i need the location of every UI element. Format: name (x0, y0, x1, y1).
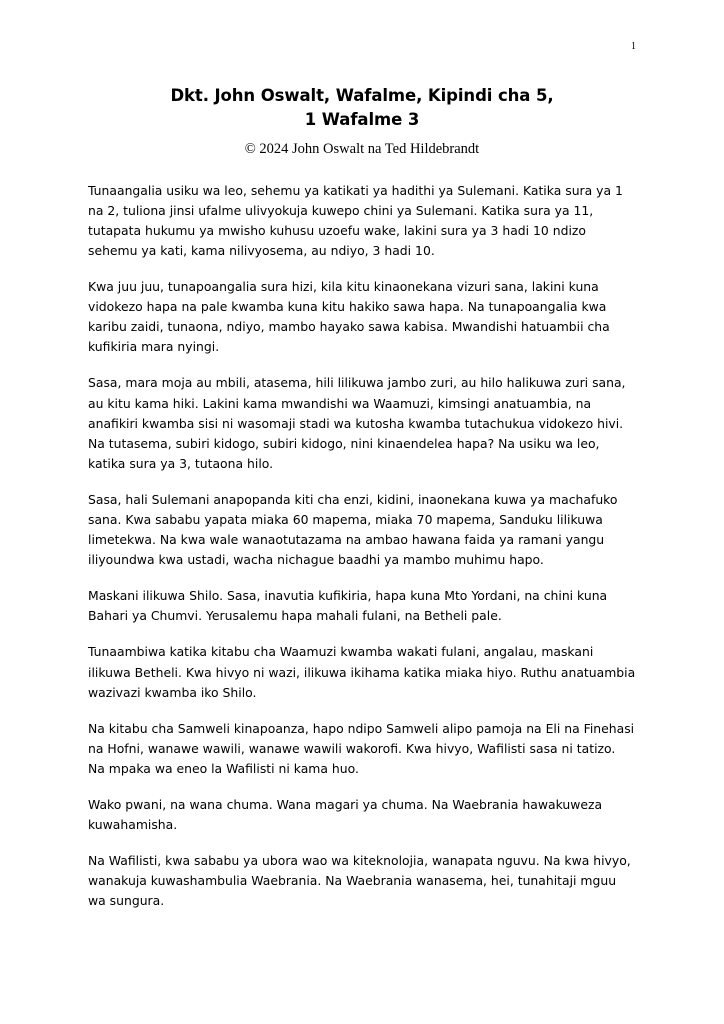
paragraph: Wako pwani, na wana chuma. Wana magari ya chuma. Na Waebrania hawakuweza kuwahamisha. (88, 797, 603, 833)
copyright-line: © 2024 John Oswalt na Ted Hildebrandt (244, 140, 480, 157)
paragraph: Tunaangalia usiku wa leo, sehemu ya katikati ya hadithi ya Sulemani. Katika sura ya 1 na 2, tuliona jinsi ufalme ulivyokuja kuwepo chini ya Sulemani. Katika sura ya 11, tutapata hukumu ya mwisho kuhusu uzoefu wake, lakini sura ya 3 hadi 10 ndizo sehemu ya kati, kama nilivyosema, au ndiyo, 3 hadi 10. (88, 182, 623, 258)
title-line-2: 1 Wafalme 3 (304, 109, 420, 129)
document-title (88, 84, 636, 132)
title-line-1: Dkt. John Oswalt, Wafalme, Kipindi cha 5, (170, 86, 554, 105)
paragraph: Sasa, mara moja au mbili, atasema, hili lilikuwa jambo zuri, au hilo halikuwa zuri sana, au kitu kama hiki. Lakini kama mwandishi wa Waamuzi, kimsingi anatuambia, na anafikiri kwamba sisi ni wasomaji stadi wa kutosha kwamba tutachukua vidokezo hivi. Na tutasema, subiri kidogo, subiri kidogo, nini kinaendelea hapa? Na usiku wa leo, katika sura ya 3, tutaona hilo. (88, 375, 626, 471)
paragraph: Maskani ilikuwa Shilo. Sasa, inavutia kufikiria, hapa kuna Mto Yordani, na chini kuna Bahari ya Chumvi. Yerusalemu hapa mahali fulani, na Betheli pale. (88, 588, 608, 624)
page-number: 1 (631, 41, 636, 52)
document-content (88, 84, 636, 928)
paragraph: Kwa juu juu, tunapoangalia sura hizi, kila kitu kinaonekana vizuri sana, lakini kuna vidokezo hapa na pale kwamba kuna kitu hakiko sawa hapa. Na tunapoangalia kwa karibu zaidi, tunaona, ndiyo, mambo hayako sawa kabisa. Mwandishi hatuambii cha kufikiria mara nyingi. (88, 279, 610, 355)
paragraph: Sasa, hali Sulemani anapopanda kiti cha enzi, kidini, inaonekana kuwa ya machafuko sana. Kwa sababu yapata miaka 60 mapema, miaka 70 mapema, Sanduku lilikuwa limetekwa. Na kwa wale wanaotutazama na ambao hawana faida ya ramani yangu iliyoundwa kwa ustadi, wacha nichague baadhi ya mambo muhimu hapo. (88, 491, 618, 568)
paragraph: Tunaambiwa katika kitabu cha Waamuzi kwamba wakati fulani, angalau, maskani ilikuwa Betheli. Kwa hivyo ni wazi, ilikuwa ikihama katika miaka hiyo. Ruthu anatuambia wazivazi kwamba iko Shilo. (88, 644, 636, 700)
paragraph: Na Wafilisti, kwa sababu ya ubora wao wa kiteknolojia, wanapata nguvu. Na kwa hivyo, wanakuja kuwashambulia Waebrania. Na Waebrania wanasema, hei, tunahitaji mguu wa sungura. (88, 853, 631, 909)
paragraph: Na kitabu cha Samweli kinapoanza, hapo ndipo Samweli alipo pamoja na Eli na Finehasi na Hofni, wanawe wawili, wanawe wawili wakorofi. Kwa hivyo, Wafilisti sasa ni tatizo. Na mpaka wa eneo la Wafilisti ni kama huo. (88, 720, 635, 776)
